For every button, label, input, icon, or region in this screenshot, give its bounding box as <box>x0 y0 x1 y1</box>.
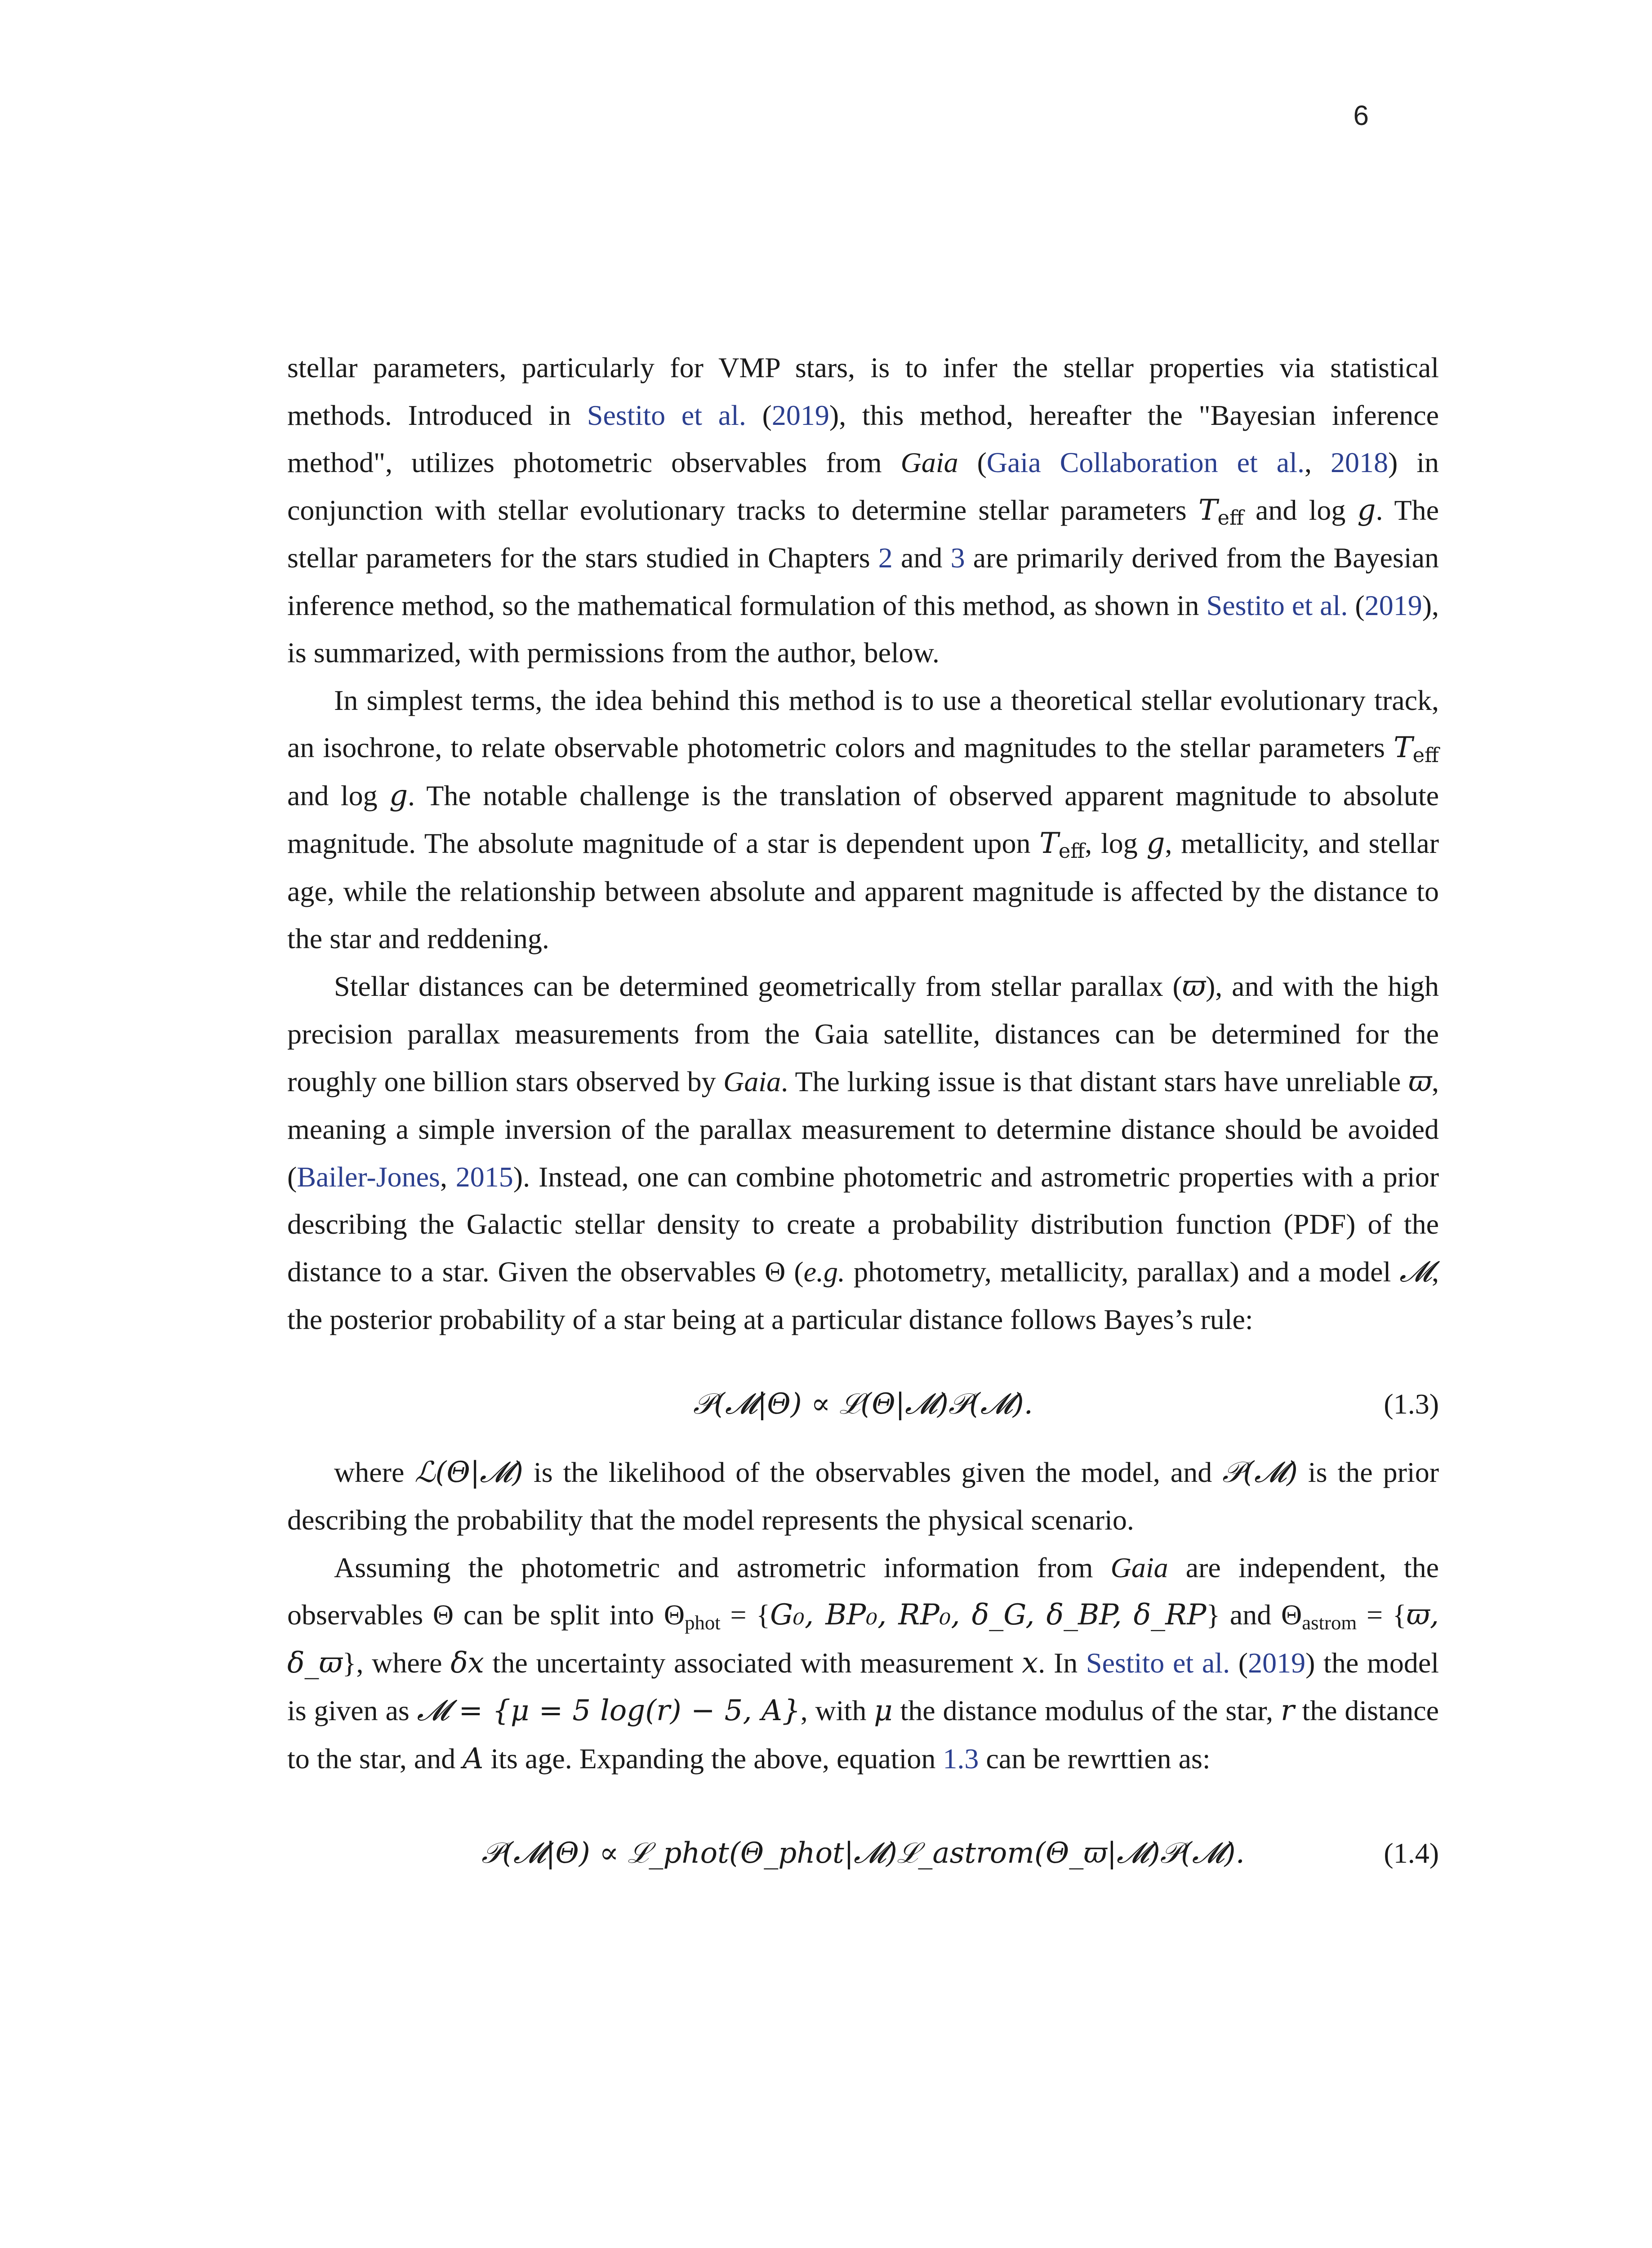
teff-subscript: eff <box>1412 743 1439 767</box>
text-span: and log <box>1243 494 1358 526</box>
equation-body: 𝒫(𝓜|Θ) ∝ ℒ_phot(Θ_phot|𝓜)ℒ_astrom(Θ_ϖ|𝓜)𝒫(𝓜). <box>481 1837 1245 1870</box>
citation-bailer-jones-2015[interactable] <box>297 1161 440 1193</box>
logg-symbol: g <box>389 779 408 812</box>
equation-body: 𝒫(𝓜|Θ) ∝ ℒ(Θ|𝓜)𝒫(𝓜). <box>693 1387 1033 1421</box>
text-span: . The notable challenge is the translation of observed apparent magnitude to absolute magnitude. The absolute magnitude of a star is dependent upon <box>287 779 1439 859</box>
eg-italic: e.g. <box>803 1255 846 1288</box>
phot-set: G₀, BP₀, RP₀, δ_G, δ_BP, δ_RP <box>770 1598 1207 1632</box>
gaia-italic: Gaia <box>723 1065 781 1097</box>
text-span: ), is summarized, with permissions from the author, below. <box>287 589 1439 669</box>
equation-1-3 <box>287 1380 1439 1428</box>
paragraph-isochrone <box>287 677 1439 963</box>
text-span: ). Instead, one can combine photometric and astrometric properties with a prior describing the Galactic stellar density to create a probability distribution function (PDF) of the distance to a star. Given the observables Θ ( <box>287 1160 1439 1288</box>
paragraph-likelihood <box>287 1449 1439 1544</box>
logg-symbol: g <box>1146 827 1165 860</box>
citation-author: Sestito et al. <box>1206 589 1348 621</box>
equation-1-4 <box>287 1829 1439 1877</box>
citation-year-link[interactable] <box>1248 1647 1305 1679</box>
astrom-subscript: astrom <box>1302 1611 1357 1634</box>
paragraph-parallax: Stellar distances can be determined geometrically from stellar parallax (ϖ), and with the high precision parallax measurements from the Gaia satellite, distances can be determined for the roughly one billion stars observed by Gaia. The lurking issue is that distant stars have unreliable ϖ, meaning a simple inversion of the parallax measurement to determine distance should be avoided (Bailer-Jones, 2015). Instead, one can combine photometric and astrometric properties with a prior describing the Galactic stellar density to create a probability distribution function (PDF) of the distance to a star. Given the observables Θ (e.g. photometry, metallicity, parallax) and a model 𝓜, the posterior probability of a star being at a particular distance follows Bayes’s rule: <box>287 969 1439 1335</box>
text-span: Assuming the photometric and astrometric information from <box>334 1551 1111 1583</box>
page-number: 6 <box>1353 100 1369 131</box>
citation-year-link[interactable] <box>1331 446 1388 478</box>
delta-x-symbol: δx <box>450 1646 484 1680</box>
text-span: stellar parameters, particularly for VMP stars, is to infer the stellar properties via statistical methods. Introduced in <box>287 352 1439 431</box>
citation-sestito-2019[interactable] <box>587 399 746 431</box>
gaia-italic: Gaia <box>900 446 958 478</box>
text-span: the distance to the star, and <box>287 1695 1439 1775</box>
text-span: and log <box>287 779 390 812</box>
teff-t: T <box>1393 731 1413 764</box>
citation-sestito-2019[interactable] <box>1086 1647 1230 1679</box>
astrom-set: ϖ, δ_ϖ <box>287 1598 1439 1680</box>
teff-t: T <box>1198 493 1218 527</box>
text-span: }, where <box>342 1646 451 1679</box>
text-span: its age. Expanding the above, equation <box>483 1742 943 1775</box>
chapter-2-link[interactable]: 2 <box>878 542 893 574</box>
equation-number: (1.4) <box>1384 1837 1439 1869</box>
teff-symbol <box>1039 827 1085 863</box>
model-definition: 𝓜 = {μ = 5 log(r) − 5, A} <box>417 1694 801 1727</box>
text-span: the distance modulus of the star, <box>892 1695 1281 1726</box>
teff-subscript: eff <box>1217 505 1244 530</box>
text-span: = { <box>720 1599 770 1631</box>
text-span: } and Θ <box>1206 1599 1302 1631</box>
logg-symbol: g <box>1357 493 1376 527</box>
text-span: , log <box>1085 827 1147 859</box>
equation-number: (1.3) <box>1384 1387 1439 1420</box>
text-span: are primarily derived from the Bayesian inference method, so the mathematical formulation of this method, as shown in <box>287 542 1439 621</box>
model-symbol: 𝓜 <box>1399 1255 1432 1289</box>
mu-symbol: μ <box>874 1694 893 1727</box>
age-symbol: A <box>463 1742 484 1775</box>
text-span: ) the model is given as <box>287 1646 1439 1726</box>
text-span: = { <box>1357 1599 1407 1631</box>
page-body <box>287 344 1439 1898</box>
text-span: In simplest terms, the idea behind this method is to use a theoretical stellar evolutionary track, an isochrone, to relate observable photometric colors and magnitudes to the stellar parameters <box>287 684 1439 763</box>
citation-gaia-collab-2018[interactable] <box>987 446 1305 478</box>
text-span: is the likelihood of the observables given the model, and <box>523 1456 1223 1488</box>
equation-1-3-link[interactable]: 1.3 <box>943 1742 979 1775</box>
citation-author: Sestito et al. <box>587 399 746 431</box>
gaia-italic: Gaia <box>1110 1551 1168 1583</box>
citation-year-link[interactable] <box>456 1161 513 1193</box>
citation-author: Bailer-Jones <box>297 1160 440 1193</box>
citation-year: 2018 <box>1330 446 1388 478</box>
chapter-3-link[interactable]: 3 <box>950 542 965 574</box>
teff-symbol <box>1198 493 1244 530</box>
citation-author: Sestito et al. <box>1086 1646 1230 1679</box>
text-span: the uncertainty associated with measurement <box>484 1646 1022 1679</box>
text-span: ) in conjunction with stellar evolutionary tracks to determine stellar parameters <box>287 446 1439 526</box>
text-span: is the prior describing the probability that the model represents the physical scenario. <box>287 1456 1439 1536</box>
text-span: , meaning a simple inversion of the parallax measurement to determine distance should be avoided ( <box>287 1065 1439 1193</box>
parallax-symbol: ϖ <box>1182 969 1206 1003</box>
citation-year: 2019 <box>1364 589 1422 621</box>
paragraph-bayesian-intro: stellar parameters, particularly for VMP stars, is to infer the stellar properties via statistical methods. Introduced in Sestito et al. (2019), this method, hereafter the "Bayesian inference method", utilizes photometric observables from Gaia (Gaia Collaboration et al., 2018) in conjunction with stellar evolutionary tracks to determine stellar parameters $T_{eff}$ and log g. The stellar parameters for the stars studied in Chapters 2 and 3 are primarily derived from the Bayesian inference method, so the mathematical formulation of this method, as shown in Sestito et al. (2019), is summarized, with permissions from the author, below. <box>287 352 1439 669</box>
citation-sestito-2019[interactable] <box>1207 589 1348 621</box>
teff-symbol <box>1393 731 1439 767</box>
text-span: and <box>892 542 951 574</box>
paragraph-independence: Assuming the photometric and astrometric information from Gaia are independent, the observables Θ can be split into $\Theta_{phot} = \{G_0$, BP₀, RP₀, δ_G, δ_BP, δ_RP} and $\Theta_{astrom} = \{ϖ$, δ_ϖ}, where δx the uncertainty associated with measurement x. In Sestito et al. (2019) the model is given as 𝓜 = {μ = 5 log(r) − 5, A}, with μ the distance modulus of the star, r the distance to the star, and A its age. Expanding the above, equation 1.3 can be rewrttien as: <box>287 1551 1439 1775</box>
text-span: where <box>334 1456 415 1488</box>
citation-year: 2019 <box>1248 1646 1306 1679</box>
citation-year-link[interactable] <box>772 399 829 431</box>
text-span: ), this method, hereafter the "Bayesian inference method", utilizes photometric observables from <box>287 399 1439 478</box>
text-span: photometry, metallicity, parallax) and a model <box>845 1255 1400 1288</box>
text-span: Stellar distances can be determined geometrically from stellar parallax ( <box>334 970 1182 1002</box>
parallax-symbol: ϖ <box>1408 1065 1432 1098</box>
citation-year: 2015 <box>455 1160 513 1193</box>
r-symbol: r <box>1280 1694 1295 1727</box>
prior-expression: 𝒫(𝓜) <box>1222 1455 1298 1489</box>
teff-t: T <box>1039 827 1059 860</box>
citation-author: Gaia Collaboration et al. <box>986 446 1305 478</box>
text-span: , metallicity, and stellar age, while the relationship between absolute and apparent magnitude is affected by the distance to the star and reddening. <box>287 827 1439 955</box>
text-span: are independent, the observables Θ can be split into Θ <box>287 1551 1439 1631</box>
x-symbol: x <box>1022 1646 1038 1680</box>
citation-year: 2019 <box>771 399 829 431</box>
text-span: , with <box>800 1695 874 1726</box>
text-span: . In <box>1038 1646 1086 1679</box>
text-span: . The lurking issue is that distant stars have unreliable <box>781 1065 1408 1097</box>
text-span: , the posterior probability of a star being at a particular distance follows Bayes’s rule: <box>287 1255 1439 1335</box>
citation-year-link[interactable] <box>1365 589 1422 621</box>
text-span: can be rewrttien as: <box>979 1742 1211 1775</box>
phot-subscript: phot <box>685 1611 721 1634</box>
text-span: ), and with the high precision parallax measurements from the Gaia satellite, distances can be determined for the roughly one billion stars observed by <box>287 970 1439 1097</box>
text-span: . The stellar parameters for the stars studied in Chapters <box>287 494 1439 574</box>
teff-subscript: eff <box>1058 839 1085 863</box>
likelihood-expression: ℒ(Θ|𝓜) <box>414 1455 524 1489</box>
